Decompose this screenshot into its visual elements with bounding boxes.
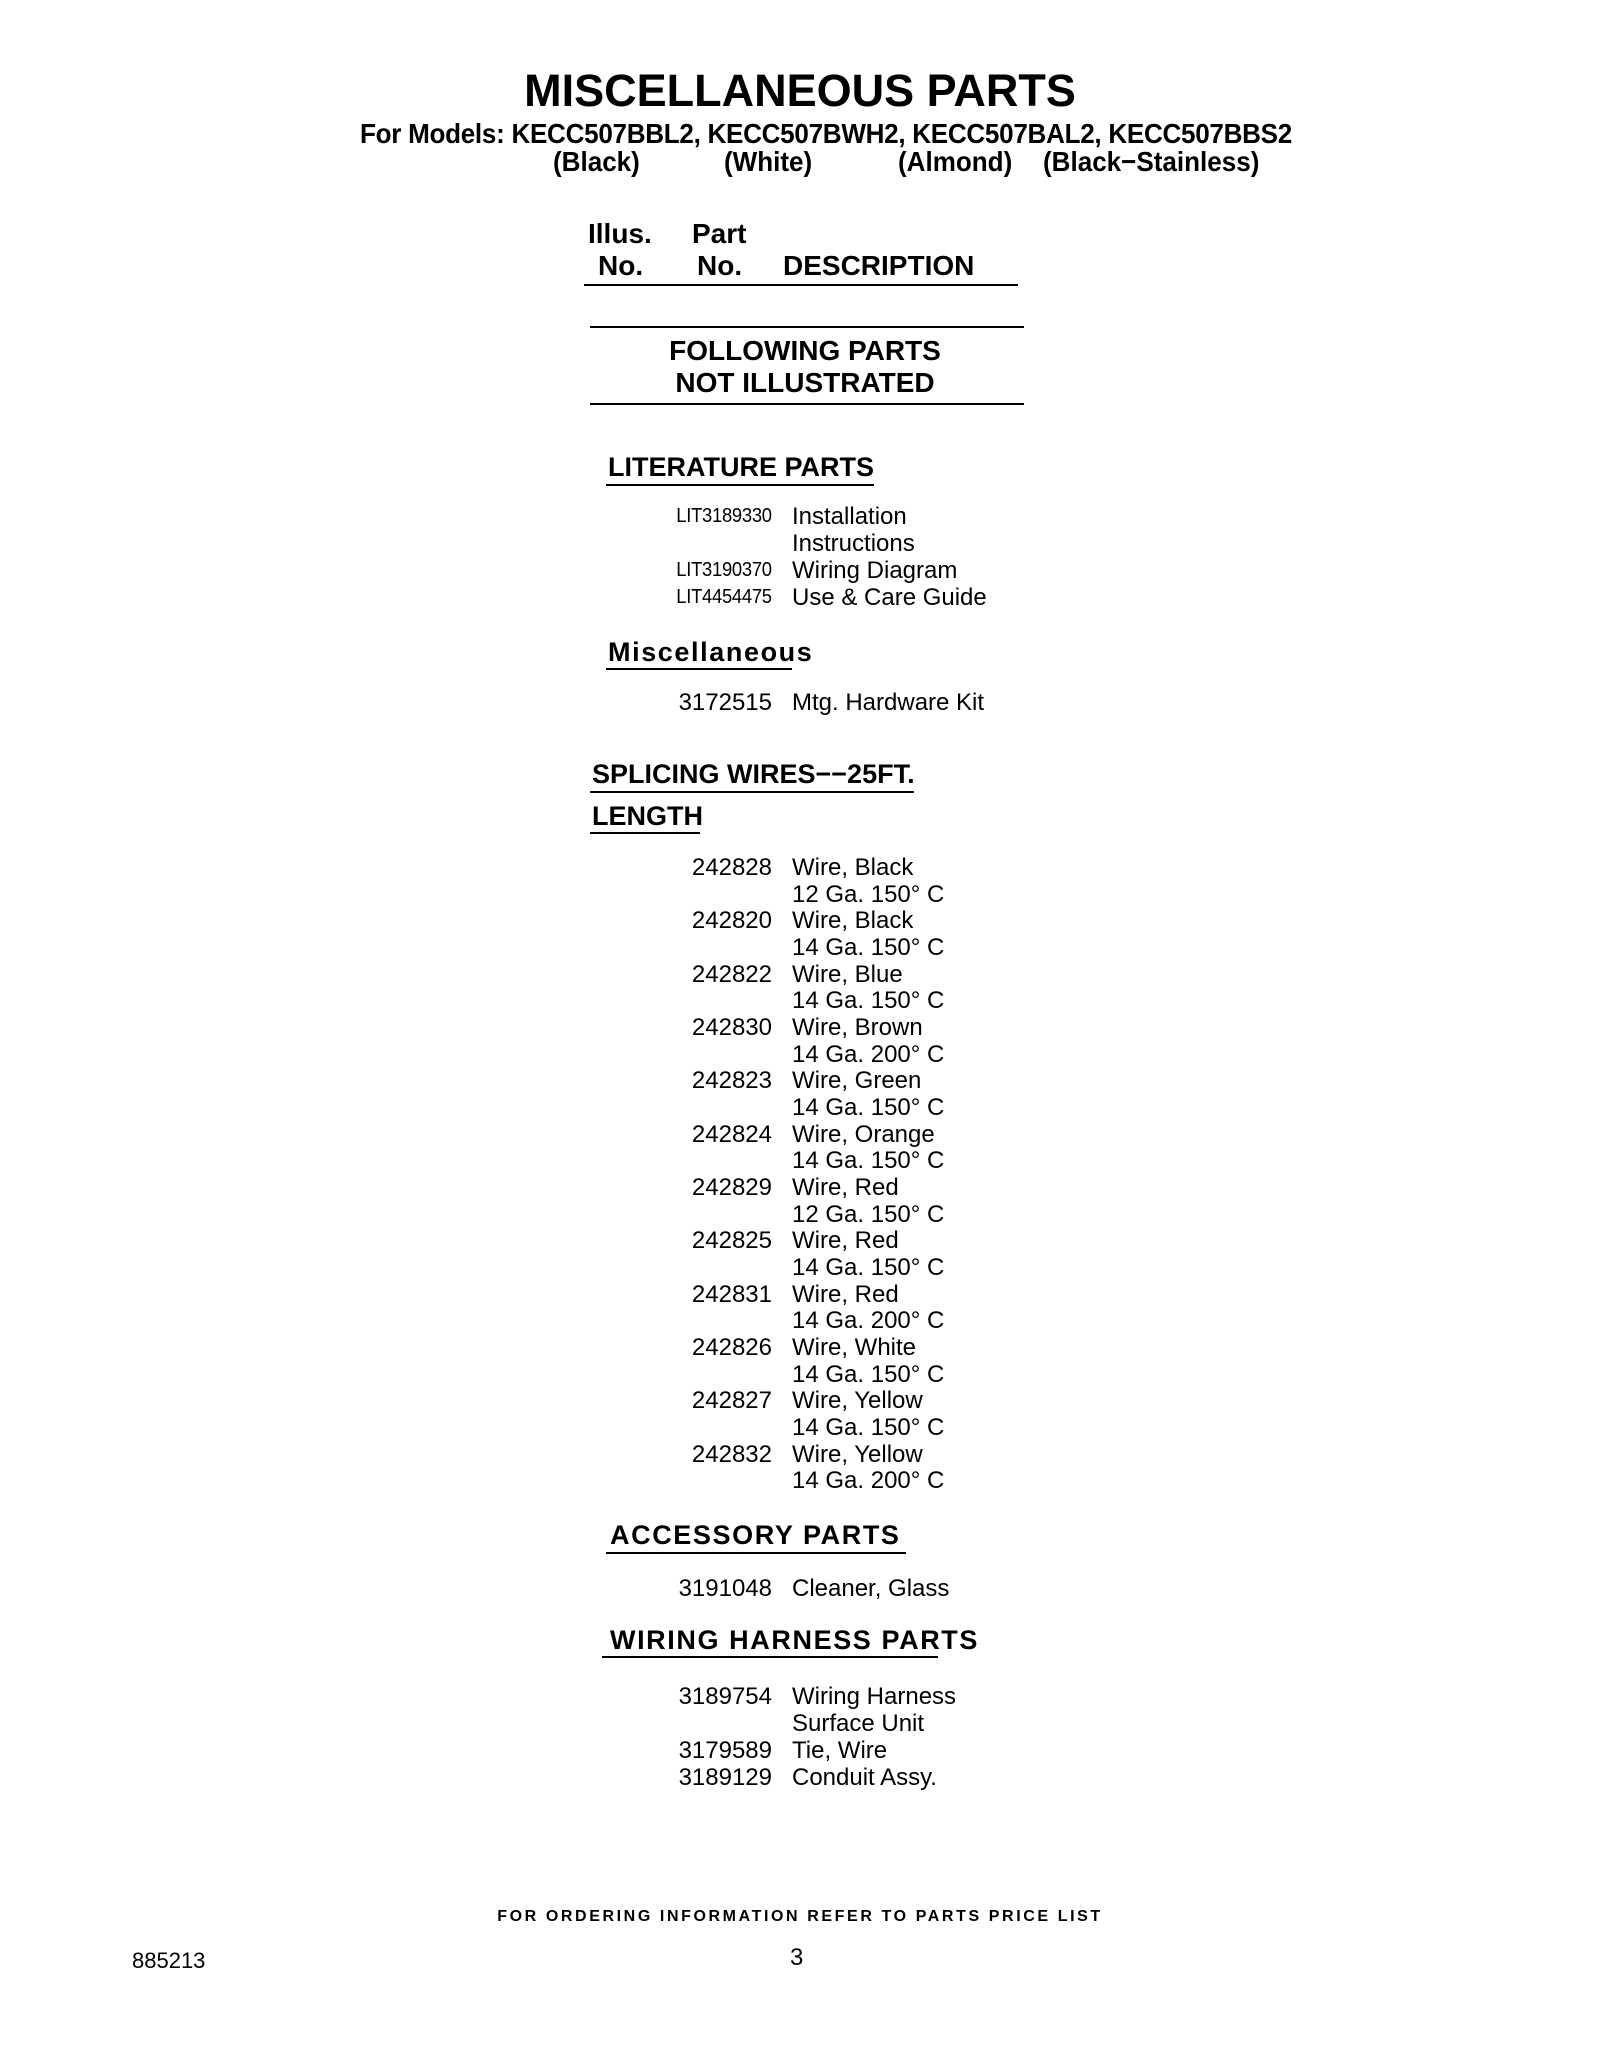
part-description: Instructions <box>792 530 915 557</box>
list-item <box>560 1094 1080 1121</box>
part-description: 14 Ga. 150° C <box>792 1147 945 1174</box>
part-number: 242832 <box>691 1441 772 1468</box>
part-description: Wire, Yellow <box>792 1387 923 1414</box>
not-illustrated-line1: FOLLOWING PARTS <box>669 335 941 366</box>
part-number: 3179589 <box>678 1737 772 1764</box>
part-description: Conduit Assy. <box>792 1764 937 1791</box>
part-number: 242830 <box>691 1014 772 1041</box>
list-item <box>560 1147 1080 1174</box>
part-number: 242831 <box>691 1281 772 1308</box>
part-description: Wire, Blue <box>792 961 903 988</box>
section-title-splicing-line1: SPLICING WIRES−−25FT. <box>592 759 915 789</box>
section-title-splicing-line2: LENGTH <box>592 801 703 831</box>
description-header: DESCRIPTION <box>783 250 975 281</box>
list-item <box>560 1227 1080 1254</box>
part-description: 14 Ga. 200° C <box>792 1307 945 1334</box>
list-item <box>560 689 1080 716</box>
part-number: LIT4454475 <box>676 586 772 608</box>
part-description: Wire, Yellow <box>792 1441 923 1468</box>
not-illustrated-rule-bottom <box>590 403 1024 405</box>
list-item <box>560 1334 1080 1361</box>
list-item <box>560 1254 1080 1281</box>
list-item <box>560 1361 1080 1388</box>
part-number: 242825 <box>691 1227 772 1254</box>
section-rule-wiring-harness <box>602 1656 938 1658</box>
part-number: 3191048 <box>678 1575 772 1602</box>
page-title: MISCELLANEOUS PARTS <box>524 65 1076 116</box>
section-rule-splicing-2 <box>590 832 700 834</box>
section-rule-accessory <box>606 1552 906 1554</box>
section-rule-splicing-1 <box>590 791 914 793</box>
part-description: Wire, Green <box>792 1067 922 1094</box>
part-number: 3189129 <box>678 1764 772 1791</box>
section-title-literature: LITERATURE PARTS <box>608 452 874 482</box>
section-rule-literature <box>606 484 874 486</box>
not-illustrated-line2: NOT ILLUSTRATED <box>675 367 935 398</box>
part-number: 242829 <box>691 1174 772 1201</box>
part-description: Surface Unit <box>792 1710 925 1737</box>
part-description: 14 Ga. 150° C <box>792 1414 945 1441</box>
part-description: Wire, White <box>792 1334 917 1361</box>
list-item <box>560 1710 1080 1737</box>
part-description: 14 Ga. 200° C <box>792 1041 945 1068</box>
model-color-black: (Black) <box>553 146 640 177</box>
section-title-accessory: ACCESSORY PARTS <box>610 1520 901 1550</box>
list-item <box>560 854 1080 881</box>
list-item <box>560 1387 1080 1414</box>
section-rule-miscellaneous <box>606 668 792 670</box>
list-item <box>560 1737 1080 1764</box>
part-description: Wire, Brown <box>792 1014 923 1041</box>
part-number: 242828 <box>691 854 772 881</box>
list-item <box>560 1441 1080 1468</box>
not-illustrated-rule-top <box>590 326 1024 328</box>
ordering-note: FOR ORDERING INFORMATION REFER TO PARTS PRICE LIST <box>497 1908 1103 1925</box>
part-number: LIT3189330 <box>676 505 772 527</box>
list-item <box>560 1414 1080 1441</box>
part-description: Installation <box>792 503 907 530</box>
list-item <box>560 1467 1080 1494</box>
list-item <box>560 1067 1080 1094</box>
part-number: 242823 <box>691 1067 772 1094</box>
part-description: Wire, Red <box>792 1174 899 1201</box>
model-color-black-stainless: (Black−Stainless) <box>1043 146 1260 177</box>
section-title-miscellaneous: Miscellaneous <box>608 637 814 667</box>
list-item <box>560 1575 1080 1602</box>
list-item <box>560 1174 1080 1201</box>
part-number: 242820 <box>691 907 772 934</box>
part-number: 242827 <box>691 1387 772 1414</box>
list-item <box>560 987 1080 1014</box>
part-description: Wire, Black <box>792 854 914 881</box>
list-item <box>560 881 1080 908</box>
header-rule <box>584 284 1018 286</box>
list-item <box>560 961 1080 988</box>
list-item <box>560 1201 1080 1228</box>
part-header-top: Part <box>692 218 747 249</box>
part-number: 3189754 <box>678 1683 772 1710</box>
list-item <box>560 1764 1080 1791</box>
list-item <box>560 503 1080 530</box>
part-description: Tie, Wire <box>792 1737 888 1764</box>
part-description: 12 Ga. 150° C <box>792 881 945 908</box>
list-item <box>560 584 1080 611</box>
section-title-wiring-harness: WIRING HARNESS PARTS <box>610 1625 980 1655</box>
list-item <box>560 557 1080 584</box>
illus-header-top: Illus. <box>588 218 652 249</box>
illus-header-bottom: No. <box>598 250 644 281</box>
model-color-white: (White) <box>724 146 813 177</box>
part-description: 14 Ga. 200° C <box>792 1467 945 1494</box>
list-item <box>560 1281 1080 1308</box>
part-number: 242822 <box>691 961 772 988</box>
part-description: 12 Ga. 150° C <box>792 1201 945 1228</box>
list-item <box>560 1041 1080 1068</box>
part-header-bottom: No. <box>697 250 743 281</box>
list-item <box>560 934 1080 961</box>
part-description: Wire, Black <box>792 907 914 934</box>
part-description: 14 Ga. 150° C <box>792 1094 945 1121</box>
part-description: Wire, Red <box>792 1281 899 1308</box>
part-number: 3172515 <box>678 689 772 716</box>
part-description: 14 Ga. 150° C <box>792 1254 945 1281</box>
part-description: 14 Ga. 150° C <box>792 987 945 1014</box>
list-item <box>560 1307 1080 1334</box>
document-number: 885213 <box>132 1948 206 1973</box>
part-number: 242826 <box>691 1334 772 1361</box>
part-description: 14 Ga. 150° C <box>792 934 945 961</box>
part-description: Use & Care Guide <box>792 584 987 611</box>
part-description: 14 Ga. 150° C <box>792 1361 945 1388</box>
part-number: LIT3190370 <box>676 559 772 581</box>
part-description: Wiring Diagram <box>792 557 958 584</box>
list-item <box>560 1683 1080 1710</box>
part-description: Wire, Red <box>792 1227 899 1254</box>
part-description: Cleaner, Glass <box>792 1575 950 1602</box>
models-line: For Models: KECC507BBL2, KECC507BWH2, KECC507BAL2, KECC507BBS2 <box>360 118 1292 149</box>
list-item <box>560 1014 1080 1041</box>
page-number: 3 <box>790 1944 804 1971</box>
part-description: Wiring Harness <box>792 1683 957 1710</box>
list-item <box>560 1121 1080 1148</box>
part-description: Mtg. Hardware Kit <box>792 689 985 716</box>
model-color-almond: (Almond) <box>898 146 1013 177</box>
list-item <box>560 907 1080 934</box>
part-description: Wire, Orange <box>792 1121 935 1148</box>
list-item <box>560 530 1080 557</box>
part-number: 242824 <box>691 1121 772 1148</box>
